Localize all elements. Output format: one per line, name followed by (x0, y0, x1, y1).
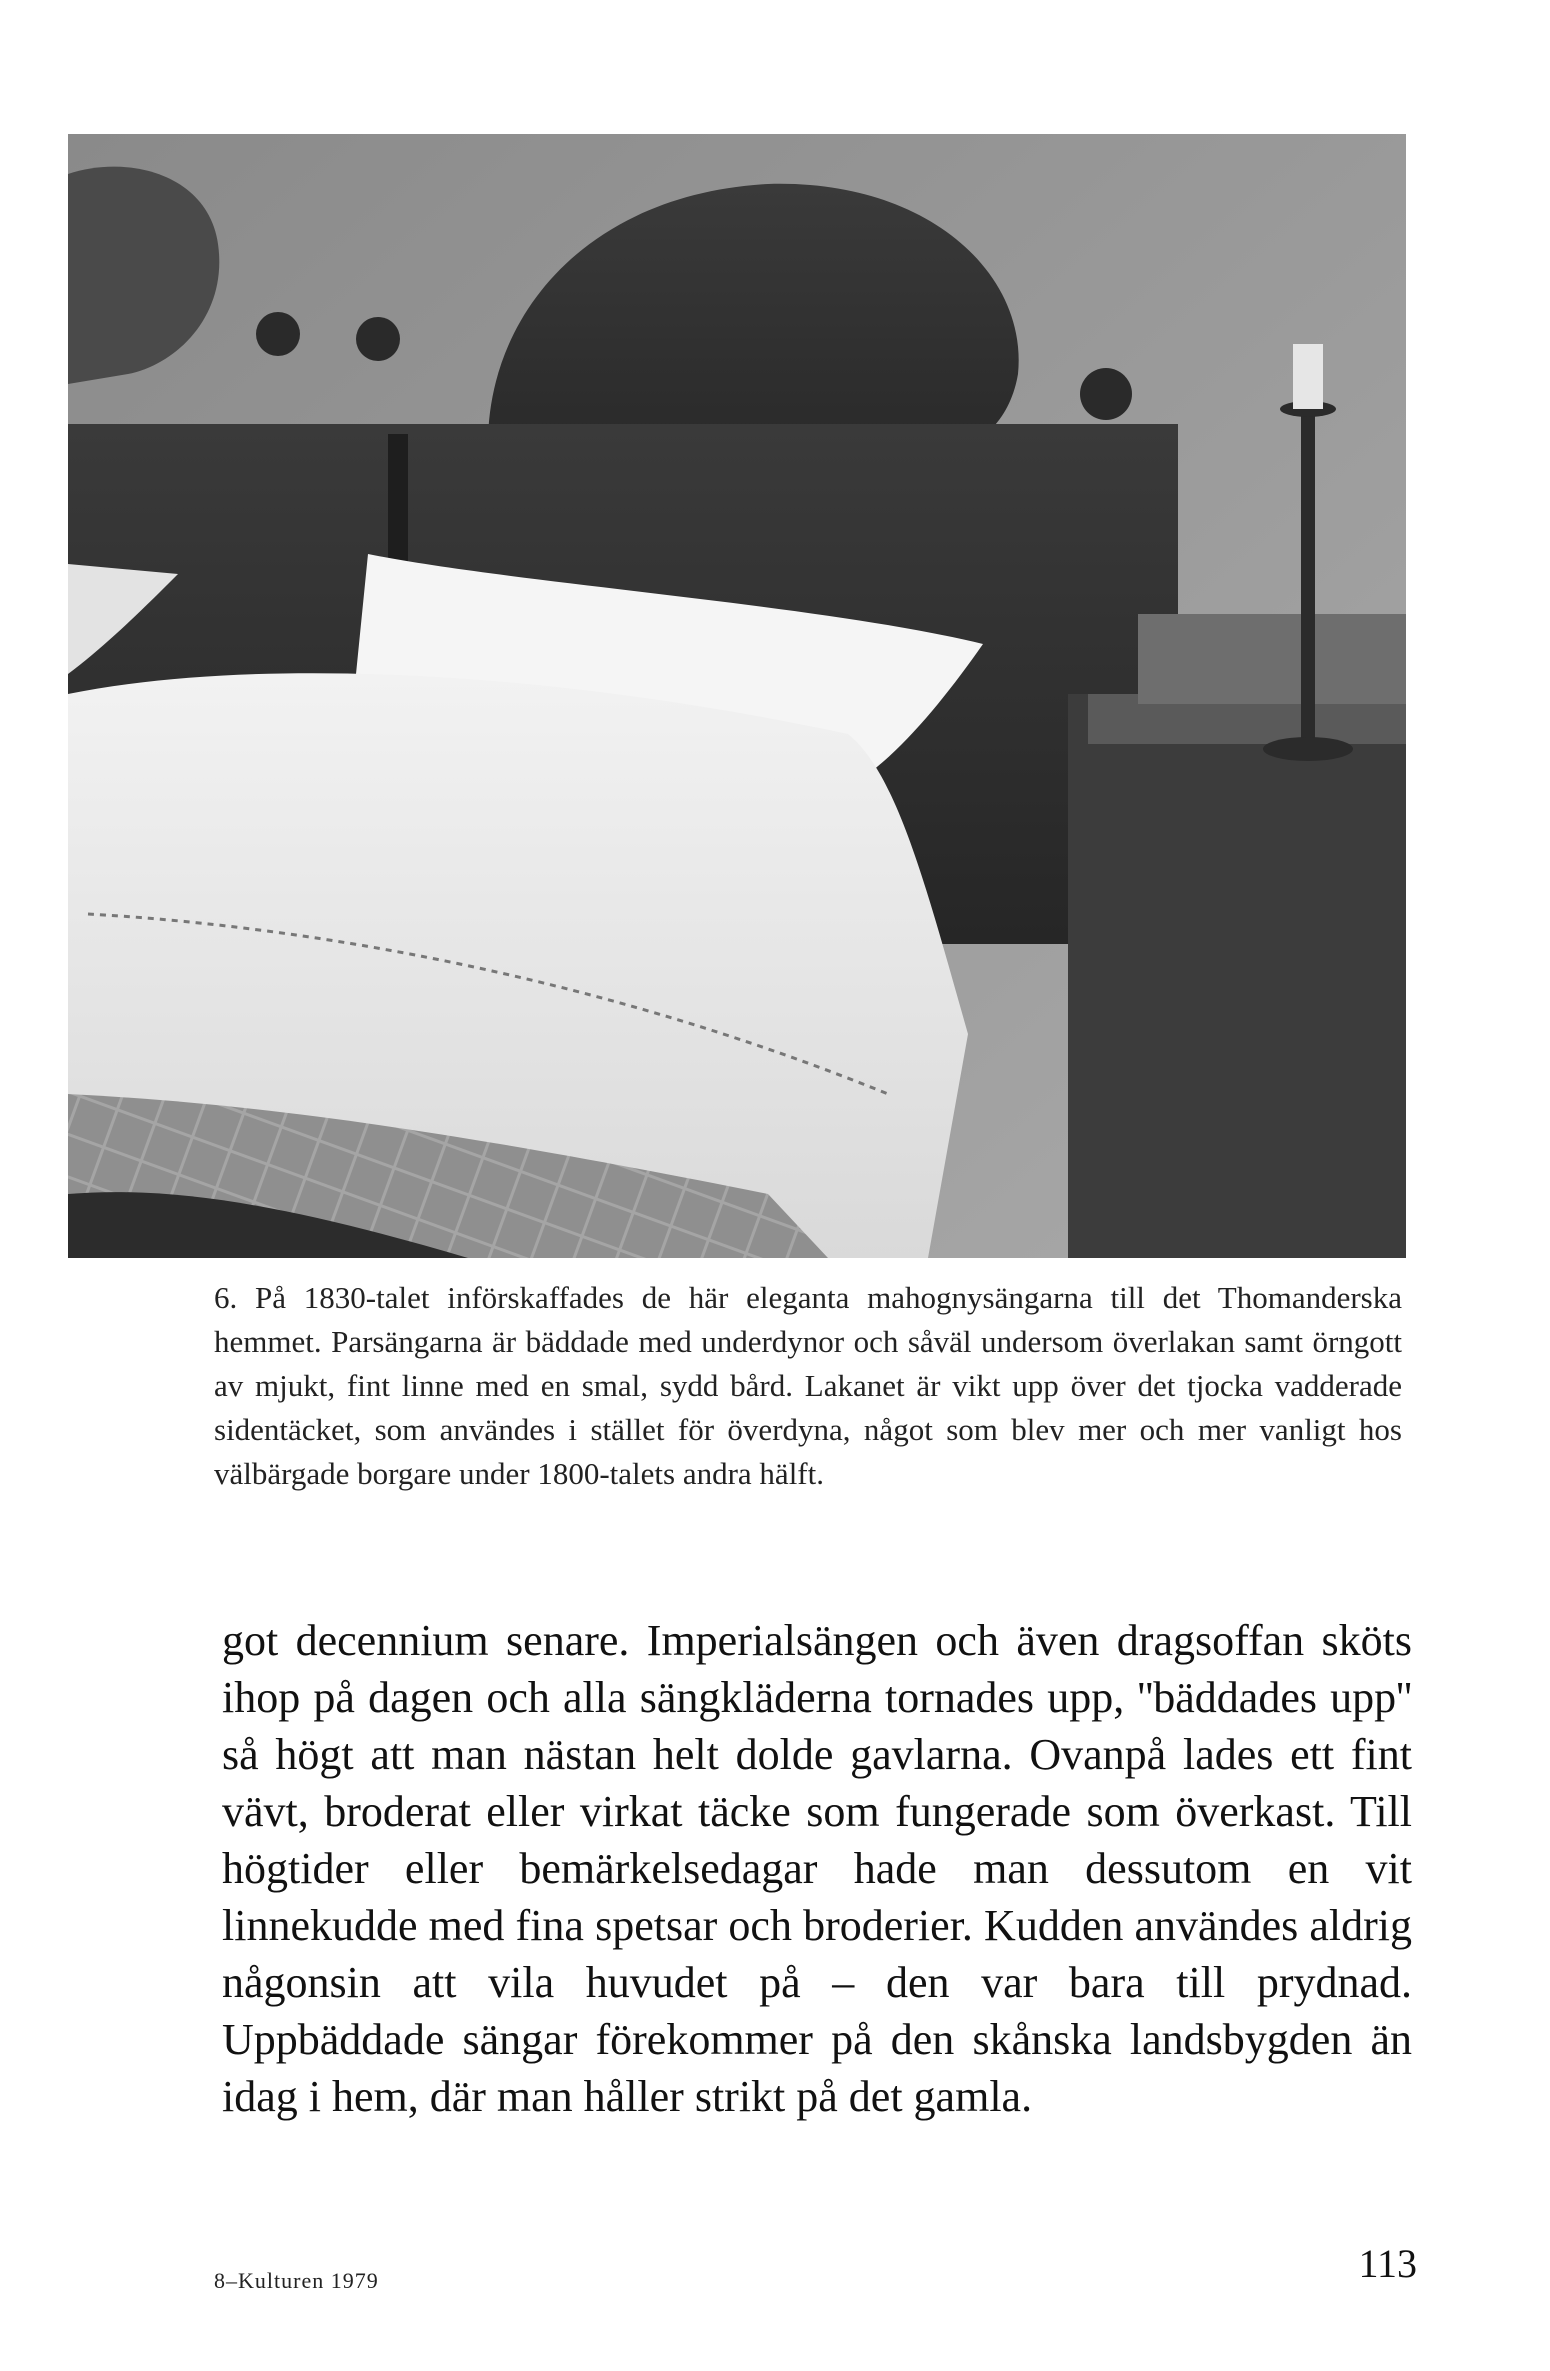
body-paragraph: got decennium senare. Imperialsängen och även dragsoffan sköts ihop på dagen och alla sängkläderna tornades upp, ''bäddades upp'' så högt att man nästan helt dolde gavlarna. Ovanpå lades ett fint vävt, broderat eller virkat täcke som fungerade som överkast. Till högtider eller bemärkelsedagar hade man dessutom en vit linnekudde med fina spetsar och broderier. Kudden användes aldrig någonsin att vila huvudet på – den var bara till prydnad. Uppbäddade sängar förekommer på den skånska landsbygden än idag i hem, där man håller strikt på det gamla. (222, 1616, 1412, 2121)
page-number: 113 (1358, 2241, 1417, 2286)
footer-signature: 8–Kulturen 1979 (214, 2268, 379, 2293)
bed-photograph (68, 134, 1406, 1258)
photo-caption: 6. På 1830-talet införskaffades de här eleganta mahognysängarna till det Thomanderska hemmet. Parsängarna är bäddade med underdynor och såväl undersom överlakan samt örngott av mjukt, fint linne med en smal, sydd bård. Lakanet är vikt upp över det tjocka vadderade sidentäcket, som användes i stället för överdyna, något som blev mer och mer vanligt hos välbärgade borgare under 1800-talets andra hälft. (214, 1280, 1402, 1491)
